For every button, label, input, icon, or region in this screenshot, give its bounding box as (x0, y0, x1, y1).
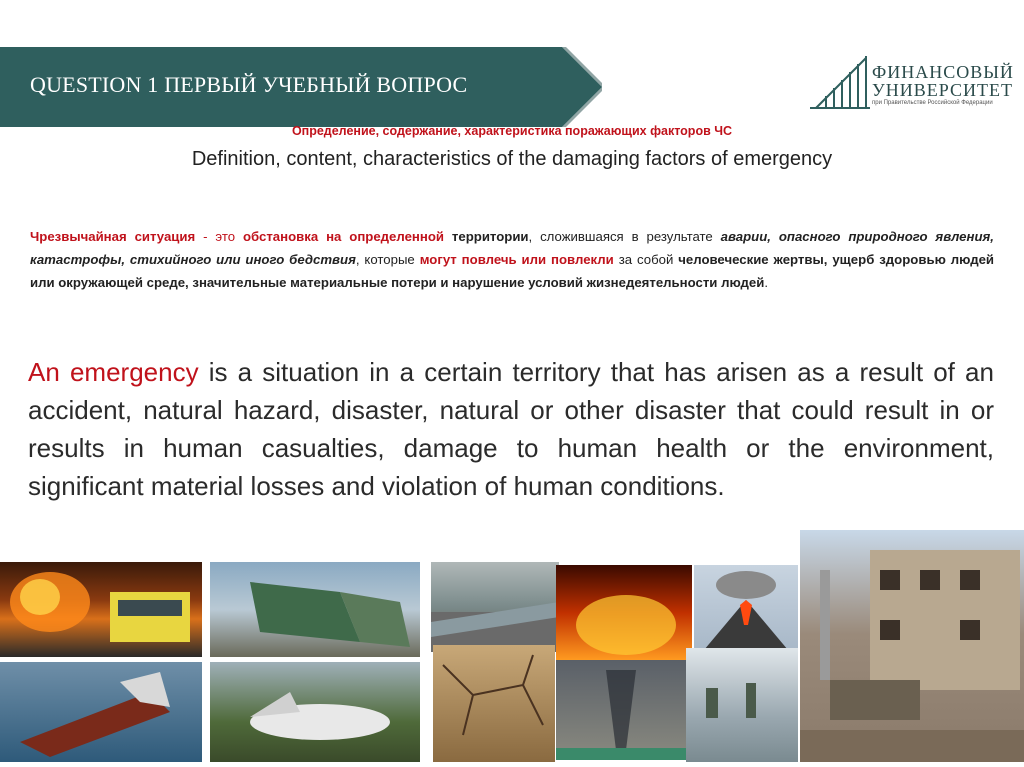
photo-plane-crash (210, 662, 420, 762)
photo-forest-fire (556, 565, 692, 660)
logo-line-3: при Правительстве Российской Федерации (872, 100, 993, 106)
definition-english-text: is a situation in a certain territory that has arisen as a result of an accident, natural hazard, disaster, natural or other disaster that could result in or results in human casualties, damage to human health or the environment, significant material losses and violation of human conditions. (28, 357, 994, 501)
word-eto: это (215, 229, 243, 244)
logo-line-2: УНИВЕРСИТЕТ (872, 80, 1013, 100)
word-territory: территории (444, 229, 529, 244)
logo-emblem-icon (808, 48, 870, 110)
phrase-causes: аварии, опасного природного явления, катастрофы, стихийного или иного бедствия (30, 229, 994, 267)
photo-drought (433, 645, 555, 762)
phrase-arisen: , сложившаяся в результате (528, 229, 721, 244)
logo-line-1: ФИНАНСОВЫЙ (872, 62, 1014, 82)
phrase-behind: за собой (613, 252, 679, 267)
subtitle-english: Definition, content, characteristics of the damaging factors of emergency (191, 148, 833, 170)
page-title: QUESTION 1 ПЕРВЫЙ УЧЕБНЫЙ ВОПРОС (30, 72, 468, 97)
photo-volcano (694, 565, 798, 650)
subtitle-russian: Определение, содержание, характеристика поражающих факторов ЧС (291, 124, 733, 138)
word-which: , которые (355, 252, 420, 267)
term-emergency-en: An emergency (28, 357, 199, 387)
phrase-may-entail: могут повлечь или повлекли (419, 252, 614, 267)
photo-tornado (556, 660, 686, 760)
photo-bus-fire (0, 562, 202, 657)
period: . (764, 275, 769, 290)
definition-russian (30, 225, 994, 294)
photo-train-derailment (210, 562, 420, 657)
term-emergency-ru: Чрезвычайная ситуация (30, 229, 196, 244)
dash: - (195, 229, 216, 244)
phrase-consequences: человеческие жертвы, ущерб здоровью людей или окружающей среде, значительные материальные потери и нарушение условий жизнедеятельности людей (30, 252, 995, 290)
definition-english (28, 353, 994, 505)
photo-war-destruction (800, 530, 1024, 762)
photo-flood-town (431, 562, 559, 652)
university-logo (808, 48, 1014, 110)
phrase-situation: обстановка на определенной (242, 229, 445, 244)
photo-flooded-houses (686, 648, 798, 762)
photo-sinking-ship (0, 662, 202, 762)
